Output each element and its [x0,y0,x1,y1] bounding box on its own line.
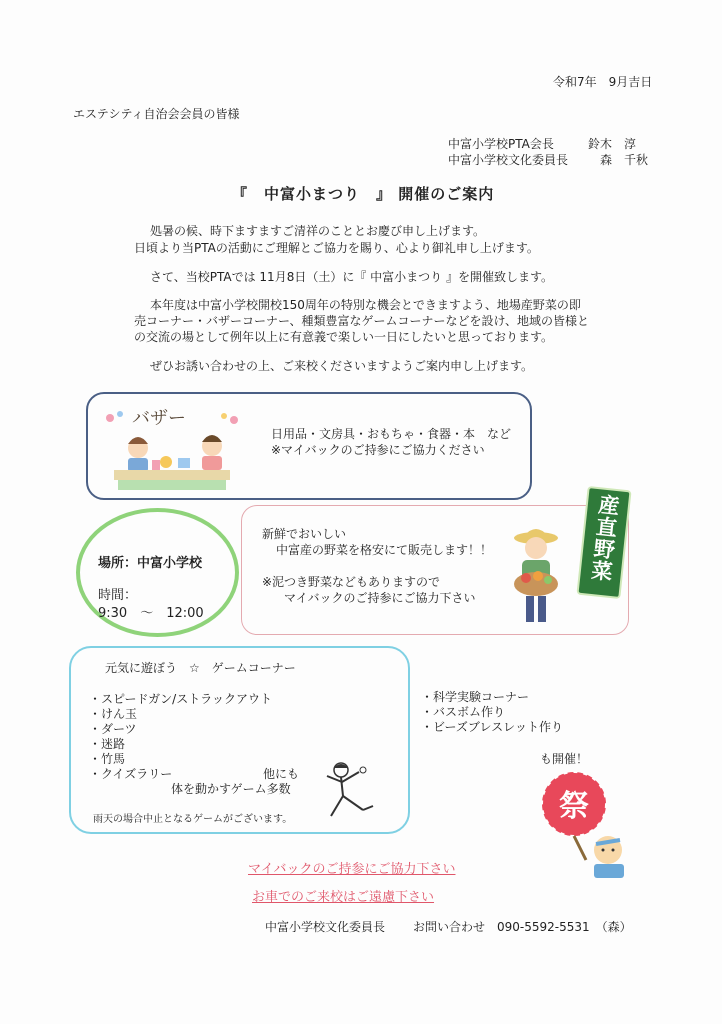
game-item: ・クイズラリー [89,767,173,781]
farmer-illustration [504,524,568,629]
date: 令和7年 9月吉日 [553,75,653,89]
game-corner-box [69,646,410,834]
body-line: 本年度は中富小学校開校150周年の特別な機会とできますよう、地場産野菜の即 [150,298,581,312]
page-title: 『 中富小まつり 』 開催のご案内 [232,185,495,203]
bazaar-logo-text: バザー [132,408,186,429]
sender-role-2: 中富小学校文化委員長 [448,153,569,167]
game-heading: 元気に遊ぼう ☆ ゲームコーナー [105,661,296,675]
bazaar-bag-note: ※マイバックのご持参にご協力ください [271,443,485,457]
body-line: さて、当校PTAでは 11月8日（土）に『 中富小まつり 』を開催致します。 [150,270,553,284]
venue-time-label: 時間： [98,588,138,603]
extra-item: ・バスボム作り [421,705,506,719]
veg-line-2: 中富産の野菜を格安にて販売します！！ [276,543,493,557]
veg-line-4: マイバックのご持参にご協力下さい [284,591,476,605]
bazaar-items: 日用品・文房具・おもちゃ・食器・本 など [271,427,512,441]
venue-circle [76,508,239,637]
extra-list [421,690,563,735]
game-list [89,692,272,782]
bazaar-illustration [96,400,246,495]
body-line: 日頃より当PTAの活動にご理解とご協力を賜り、心より御礼申し上げます。 [134,241,539,255]
body-line: の交流の場として例年以上に有意義で楽しい一日にしたいと思っております。 [134,330,554,344]
addressee: エステシティ自治会会員の皆様 [73,107,240,121]
veg-line-3: ※泥つき野菜などもありますので [262,575,441,589]
rain-note: 雨天の場合中止となるゲームがございます。 [93,814,293,825]
body-line: 売コーナー・バザーコーナー、種類豊富なゲームコーナーなどを設け、地域の皆様と [134,314,590,328]
notice-bag: マイバックのご持参にご協力下さい [248,862,456,877]
vegetable-sign-text: 産直野菜 [587,493,622,584]
body-line: 処暑の候、時下ますますご清祥のこととお慶び申し上げます。 [150,224,486,238]
sender-role-1: 中富小学校PTA会長 [448,137,554,151]
venue-place: 場所：中富小学校 [98,556,203,571]
game-item: ・けん玉 [89,707,138,721]
venue-time: 9:30 ～ 12:00 [98,606,204,621]
baseball-player-illustration [319,760,379,822]
sender-name-2: 森 千秋 [600,153,649,167]
body-line: ぜひお誘い合わせの上、ご来校くださいますようご案内申し上げます。 [150,359,534,373]
game-item: ・ダーツ [89,722,137,736]
extra-item: ・ビーズブレスレット作り [421,720,563,734]
extra-item: ・科学実験コーナー [421,690,530,704]
sender-name-1: 鈴木 淳 [588,137,637,151]
vegetables-box [241,505,629,635]
bazaar-box [86,392,532,500]
game-item: ・迷路 [89,737,126,751]
game-other: 他にも [263,767,300,781]
also-held: も開催！ [540,752,589,766]
footer-org: 中富小学校文化委員長 [265,920,386,934]
veg-line-1: 新鮮でおいしい [262,527,347,541]
game-item: ・竹馬 [89,752,126,766]
game-many: 体を動かすゲーム多数 [171,782,291,796]
festival-fan-illustration [530,770,640,880]
footer-contact: お問い合わせ 090-5592-5531 （森） [413,920,632,934]
game-item: ・スピードガン/ストラックアウト [89,692,272,706]
notice-car: お車でのご来校はご遠慮下さい [252,890,435,905]
fan-text: 祭 [559,789,589,824]
